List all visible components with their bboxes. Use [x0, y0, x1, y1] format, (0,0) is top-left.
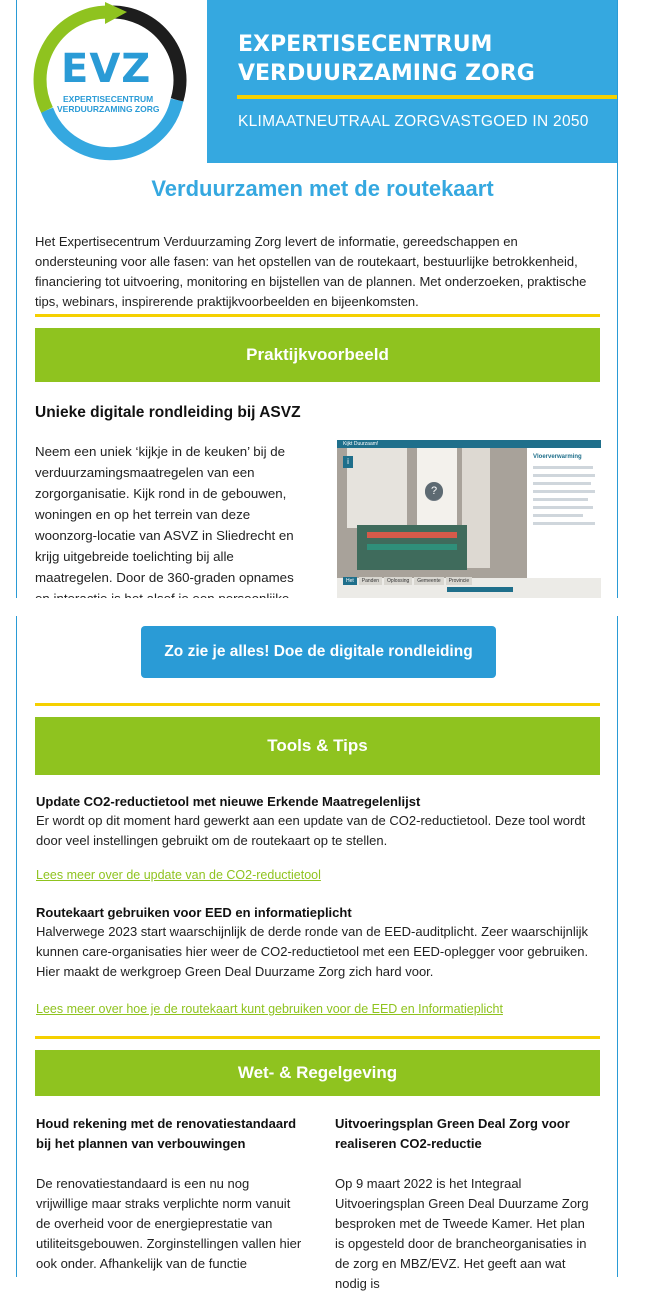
- logo-sub-1: EXPERTISECENTRUM: [63, 94, 154, 104]
- brand-banner: [207, 0, 617, 163]
- section-band-praktijk: Praktijkvoorbeeld: [35, 328, 600, 382]
- tour-tab-oplossing[interactable]: Oplossing: [384, 577, 412, 585]
- divider: [35, 703, 600, 706]
- digital-tour-button[interactable]: Zo zie je alles! Doe de digitale rondleiding: [141, 626, 496, 678]
- tour-tab-gemeente[interactable]: Gemeente: [414, 577, 443, 585]
- wet-left-title: Houd rekening met de renovatiestandaard bij het plannen van verbouwingen: [36, 1116, 297, 1151]
- tour-location-icon[interactable]: ?: [425, 482, 443, 500]
- eed-link[interactable]: Lees meer over hoe je de routekaart kunt gebruiken voor de EED en Informatieplicht: [36, 1002, 503, 1016]
- section-band-tools: Tools & Tips: [35, 717, 600, 775]
- tour-tab-panden[interactable]: Panden: [359, 577, 382, 585]
- tour-tabs: [343, 577, 472, 585]
- brand-title: [238, 30, 535, 88]
- tour-tab-provincie[interactable]: Provincie: [446, 577, 473, 585]
- tools-item-2-body: Halverwege 2023 start waarschijnlijk de derde ronde van de EED-auditplicht. Zeer waarschijnlijk kunnen care-organisaties hier weer de CO2-reductietool met een EED-oplegger voor gebruiken. Hier maakt de werkgroep Green Deal Duurzame Zorg zich hard voor.: [36, 924, 589, 979]
- tour-topbar-label: Kijkt Duurzaam!: [343, 441, 379, 447]
- tour-tab-het[interactable]: Het: [343, 577, 357, 585]
- tools-item-1-body: Er wordt op dit moment hard gewerkt aan een update van de CO2-reductietool. Deze tool wordt door veel instellingen gebruikt om de routekaart op te stellen.: [36, 813, 586, 848]
- praktijk-body: Neem een uniek ‘kijkje in de keuken’ bij de verduurzamingsmaatregelen van een zorgorganisatie. Kijk rond in de gebouwen, woningen en op het terrein van deze woonzorg-locatie van ASVZ in Sliedrecht en krijg uitgebreide toelichting bij alle maatregelen. Door de 360-graden opnames: [35, 444, 294, 585]
- co2-tool-link[interactable]: Lees meer over de update van de CO2-reductietool: [36, 868, 321, 882]
- intro-text: Het Expertisecentrum Verduurzaming Zorg levert de informatie, gereedschappen en ondersteuning voor alle fasen: van het opstellen van de routekaart, bestuurlijke betrokkenheid, financiering tot uitvoering, monitoring en bijstellen van de plannen. Met onderzoeken, praktische tips, webinars, inspirerende praktijkvoorbeelden en bijeenkomsten.: [35, 234, 587, 309]
- tools-item-2-title: Routekaart gebruiken voor EED en informatieplicht: [36, 905, 352, 920]
- praktijk-title: Unieke digitale rondleiding bij ASVZ: [35, 404, 301, 421]
- tour-screenshot[interactable]: [337, 440, 601, 598]
- page-title: Verduurzamen met de routekaart: [151, 176, 494, 201]
- logo-sub-2: VERDUURZAMING ZORG: [57, 104, 160, 114]
- tour-info-icon[interactable]: i: [343, 456, 353, 468]
- wet-left-body: De renovatiestandaard is een nu nog vrijwillige maar straks verplichte norm vanuit de overheid voor de energieprestatie van utiliteitsgebouwen. Zorginstellingen vallen hier ook onder. Afhankelijk van de functie: [36, 1176, 302, 1271]
- wet-right-body: Op 9 maart 2022 is het Integraal Uitvoeringsplan Green Deal Duurzame Zorg besproken met de Tweede Kamer. Het plan is opgesteld door de brancheorganisaties in de zorg en MBZ/EVZ. Het geeft aan wat nodig is: [335, 1176, 589, 1291]
- brand-divider: [237, 95, 617, 99]
- section-gap: [0, 598, 645, 616]
- evz-logo[interactable]: [17, 0, 207, 163]
- tour-image: [337, 440, 601, 598]
- wet-right-title: Uitvoeringsplan Green Deal Zorg voor realiseren CO2-reductie: [335, 1116, 570, 1151]
- tools-item-1-title: Update CO2-reductietool met nieuwe Erkende Maatregelenlijst: [36, 794, 421, 809]
- divider: [35, 1036, 600, 1039]
- tour-panel-title: Vloerverwarming: [533, 454, 582, 460]
- header: [17, 0, 617, 163]
- logo-text: EVZ: [61, 46, 152, 92]
- brand-title-line-1: EXPERTISECENTRUM: [238, 32, 493, 57]
- section-band-wet: Wet- & Regelgeving: [35, 1050, 600, 1096]
- brand-subtitle: KLIMAATNEUTRAAL ZORGVASTGOED IN 2050: [238, 113, 589, 130]
- divider: [35, 314, 600, 317]
- brand-title-line-2: VERDUURZAMING ZORG: [238, 61, 535, 86]
